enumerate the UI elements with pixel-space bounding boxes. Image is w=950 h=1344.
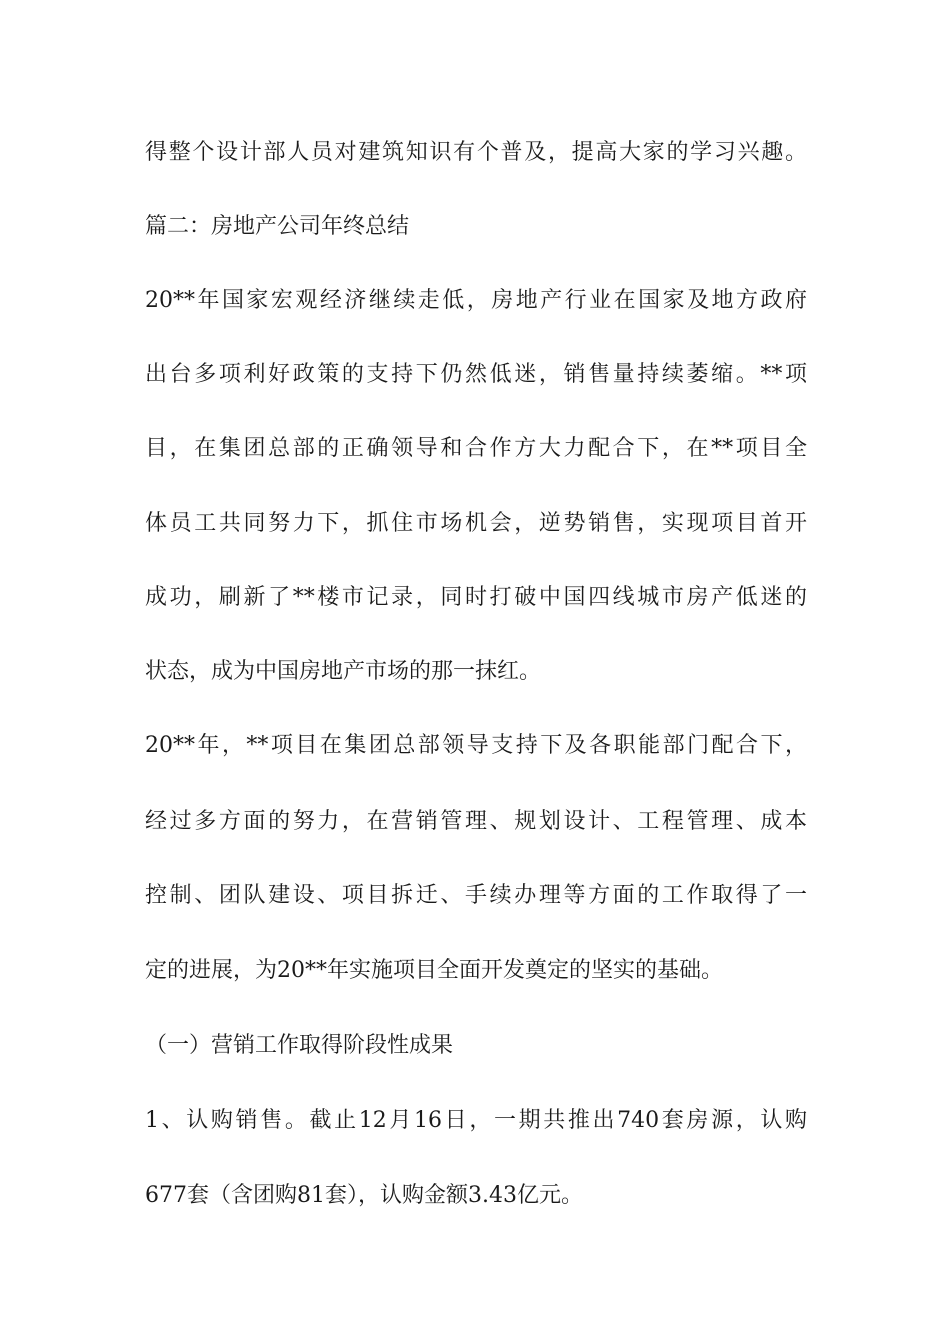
text-line-11: 控制、团队建设、项目拆迁、手续办理等方面的工作取得了一 xyxy=(145,883,807,908)
text-line-4: 出台多项利好政策的支持下仍然低迷，销售量持续萎缩。**项 xyxy=(145,362,807,387)
text-line-9: 20**年，**项目在集团总部领导支持下及各职能部门配合下， xyxy=(145,733,807,758)
section-heading: 篇二：房地产公司年终总结 xyxy=(145,214,410,239)
text-line-1: 得整个设计部人员对建筑知识有个普及，提高大家的学习兴趣。 xyxy=(145,140,807,165)
text-line-6: 体员工共同努力下，抓住市场机会，逆势销售，实现项目首开 xyxy=(145,511,807,536)
text-line-3: 20**年国家宏观经济继续走低，房地产行业在国家及地方政府 xyxy=(145,288,807,313)
text-line-14: 1、认购销售。截止12月16日，一期共推出740套房源，认购 xyxy=(145,1108,807,1133)
text-line-15: 677套（含团购81套），认购金额3.43亿元。 xyxy=(145,1183,583,1208)
text-line-7: 成功，刷新了**楼市记录，同时打破中国四线城市房产低迷的 xyxy=(145,585,807,610)
text-line-12: 定的进展，为20**年实施项目全面开发奠定的坚实的基础。 xyxy=(145,958,723,983)
text-line-5: 目，在集团总部的正确领导和合作方大力配合下，在**项目全 xyxy=(145,436,807,461)
subsection-heading: （一）营销工作取得阶段性成果 xyxy=(145,1033,454,1058)
text-line-8: 状态，成为中国房地产市场的那一抹红。 xyxy=(145,659,542,684)
text-line-10: 经过多方面的努力，在营销管理、规划设计、工程管理、成本 xyxy=(145,809,807,834)
